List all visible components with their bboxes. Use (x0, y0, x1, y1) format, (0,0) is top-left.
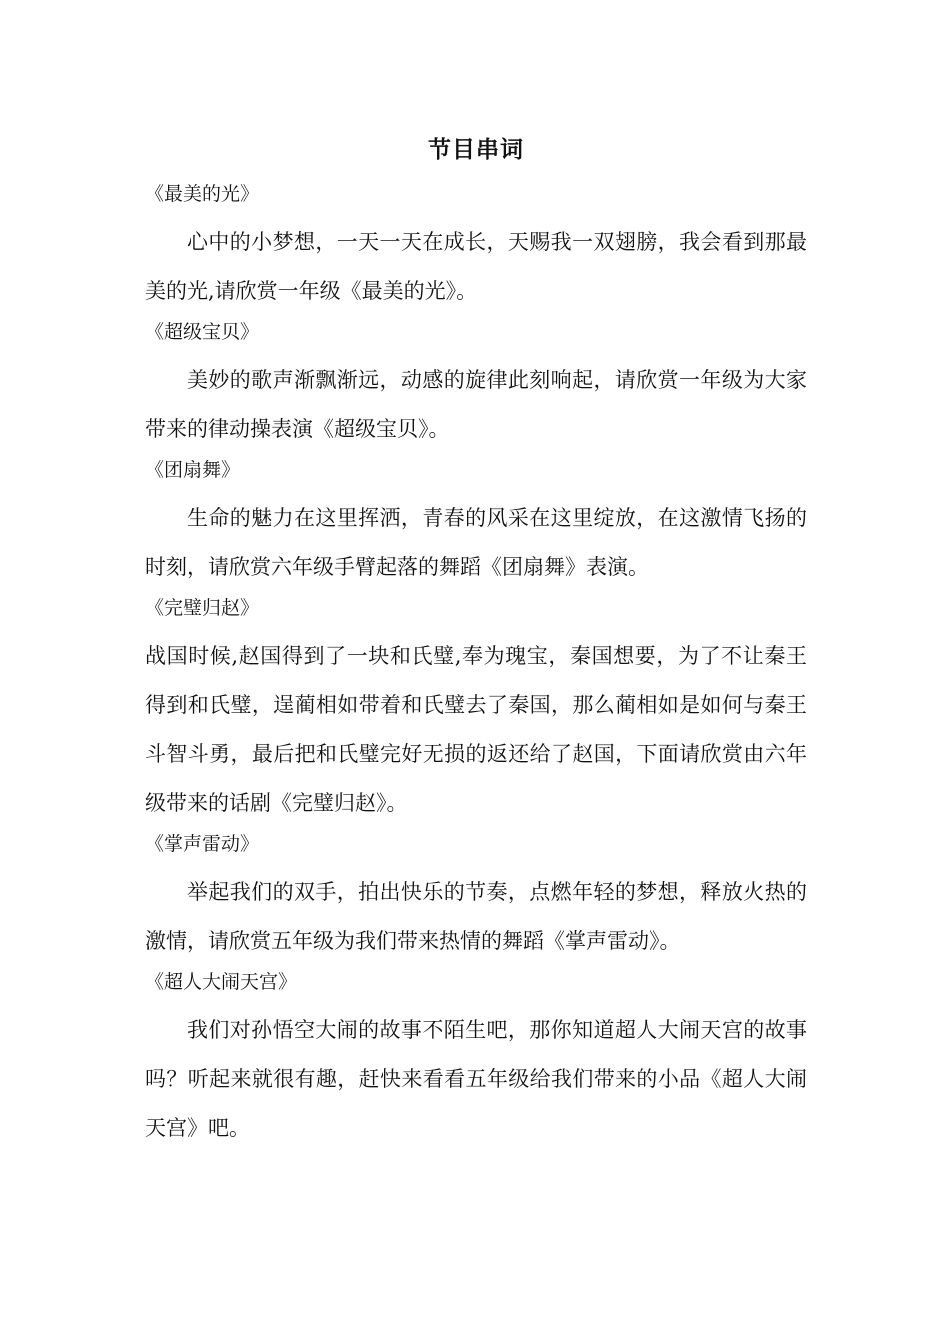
page-title: 节目串词 (428, 136, 524, 163)
document-page (145, 130, 807, 1155)
section-heading: 《掌声雷动》 (145, 833, 260, 855)
section-paragraph: 生命的魅力在这里挥洒，青春的风采在这里绽放，在这激情飞扬的时刻，请欣赏六年级手臂起落的舞蹈《团扇舞》表演。 (145, 506, 807, 579)
section-heading: 《超级宝贝》 (145, 321, 260, 343)
section-heading: 《最美的光》 (145, 183, 260, 205)
section-tuanshan-wu (145, 456, 807, 592)
section-chaoren-danao-tiangong (145, 968, 807, 1153)
section-wanbi-guizhao (145, 594, 807, 828)
section-paragraph: 美妙的歌声渐飘渐远，动感的旋律此刻响起，请欣赏一年级为大家带来的律动操表演《超级宝贝》。 (145, 368, 807, 441)
section-chaoji-baobei (145, 318, 807, 454)
section-heading: 《团扇舞》 (145, 459, 241, 481)
section-paragraph: 我们对孙悟空大闹的故事不陌生吧，那你知道超人大闹天宫的故事吗？听起来就很有趣，赶快来看看五年级给我们带来的小品《超人大闹天宫》吧。 (145, 1018, 807, 1140)
section-heading: 《完璧归赵》 (145, 597, 260, 619)
section-zhangsheng-leidong (145, 830, 807, 966)
section-paragraph: 战国时候,赵国得到了一块和氏璧,奉为瑰宝，秦国想要，为了不让秦王得到和氏璧，逞蔺相如带着和氏璧去了秦国，那么蔺相如是如何与秦王斗智斗勇，最后把和氏璧完好无损的返还给了赵国，下面请欣赏由六年级带来的话剧《完璧归赵》。 (145, 644, 807, 815)
section-paragraph: 心中的小梦想，一天一天在成长，天赐我一双翅膀，我会看到那最美的光,请欣赏一年级《最美的光》。 (145, 230, 807, 303)
section-zuimei-de-guang (145, 180, 807, 316)
section-paragraph: 举起我们的双手，拍出快乐的节奏，点燃年轻的梦想，释放火热的激情，请欣赏五年级为我们带来热情的舞蹈《掌声雷动》。 (145, 880, 807, 953)
section-heading: 《超人大闹天宫》 (145, 971, 298, 993)
